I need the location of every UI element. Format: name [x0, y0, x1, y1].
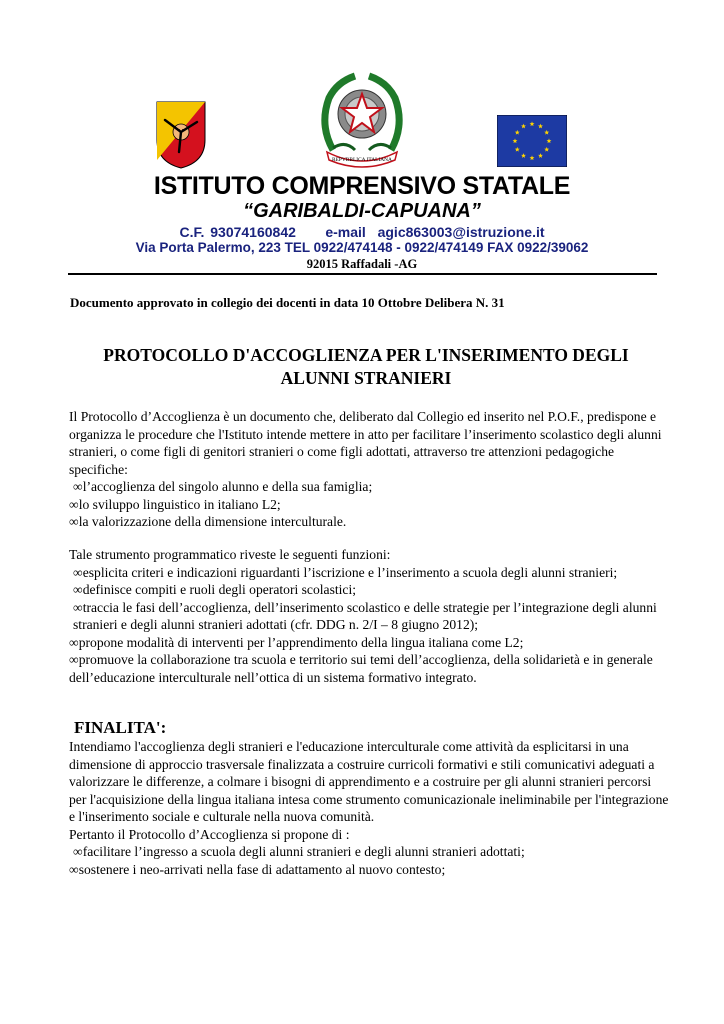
- city-line: 92015 Raffadali -AG: [306, 257, 418, 271]
- list-item: ∞ definisce compiti e ruoli degli operatori scolastici;: [69, 581, 669, 599]
- list-item: ∞ l’accoglienza del singolo alunno e della sua famiglia;: [69, 478, 669, 496]
- address-line: Via Porta Palermo, 223 TEL 0922/474148 - 0922/474149 FAX 0922/39062: [135, 240, 589, 255]
- paragraph: Tale strumento programmatico riveste le seguenti funzioni:: [69, 547, 391, 562]
- list-item: ∞ esplicita criteri e indicazioni riguardanti l’iscrizione e l’inserimento a scuola degli alunni stranieri;: [69, 564, 669, 582]
- title-line-1: PROTOCOLLO D'ACCOGLIENZA PER L'INSERIMENTO DEGLI: [103, 345, 629, 365]
- document-title: [70, 344, 662, 390]
- list-item: ∞ lo sviluppo linguistico in italiano L2;: [69, 496, 669, 514]
- emblem-ribbon-text: REPVBBLICA ITALIANA: [332, 157, 392, 163]
- section-protocol-intro: [69, 408, 669, 531]
- list-item: ∞ facilitare l’ingresso a scuola degli alunni stranieri e degli alunni stranieri adottati;: [69, 843, 669, 861]
- list-item: ∞ promuove la collaborazione tra scuola e territorio sui temi dell’accoglienza, della solidarietà e in generale dell’educazione interculturale nell’ottica di un sistema formativo integrato.: [69, 651, 669, 686]
- school-name: ISTITUTO COMPRENSIVO STATALE: [153, 172, 571, 200]
- contact-line: C.F. 93074160842 e-mail agic863003@istruzione.it: [179, 224, 545, 240]
- paragraph: Intendiamo l'accoglienza degli stranieri e l'educazione interculturale come attività da esplicitarsi in una dimensione di approccio trasversale finalizzata a costruire curricoli formativi e stili comunicativi adeguati a valorizzare le differenze, a colmare i bisogni di apprendimento e a costruire per gli alunni stranieri percorsi per l'acquisizione della lingua italiana intesa come strumento comunicazionale ineliminabile per l'integrazione e l'inserimento sociale e culturale nella nuova comunità.: [69, 739, 669, 824]
- finalita-heading: FINALITA':: [74, 718, 167, 737]
- header-logos: [0, 70, 724, 170]
- list-item: ∞ sostenere i neo-arrivati nella fase di adattamento al nuovo contesto;: [69, 861, 669, 879]
- title-line-2: ALUNNI STRANIERI: [280, 368, 452, 388]
- section-functions: [69, 546, 669, 686]
- european-union-flag-icon: [497, 115, 567, 167]
- list-item: ∞ propone modalità di interventi per l’apprendimento della lingua italiana come L2;: [69, 634, 669, 652]
- paragraph: Il Protocollo d’Accoglienza è un documento che, deliberato dal Collegio ed inserito nel P.O.F., predispone e organizza le procedure che l'Istituto intende mettere in atto per facilitare l’inserimento scolastico degli alunni stranieri, o come figli di genitori stranieri o come figli adottati, attraverso tre attenzioni pedagogiche specifiche:: [69, 409, 662, 477]
- approval-note: Documento approvato in collegio dei docenti in data 10 Ottobre Delibera N. 31: [70, 295, 505, 310]
- list-item: ∞ la valorizzazione della dimensione interculturale.: [69, 513, 669, 531]
- section-finalita: [69, 738, 669, 878]
- paragraph: Pertanto il Protocollo d’Accoglienza si propone di :: [69, 826, 350, 842]
- italian-republic-emblem-icon: [315, 70, 409, 170]
- list-item: ∞ traccia le fasi dell’accoglienza, dell’inserimento scolastico e delle strategie per l’integrazione degli alunni stranieri e degli alunni stranieri adottati (cfr. DDG n. 2/I – 8 giugno 2012);: [69, 599, 669, 634]
- school-subtitle: “GARIBALDI-CAPUANA”: [243, 200, 481, 222]
- sicily-region-coat-of-arms-icon: [155, 100, 207, 170]
- header-divider: [68, 273, 657, 275]
